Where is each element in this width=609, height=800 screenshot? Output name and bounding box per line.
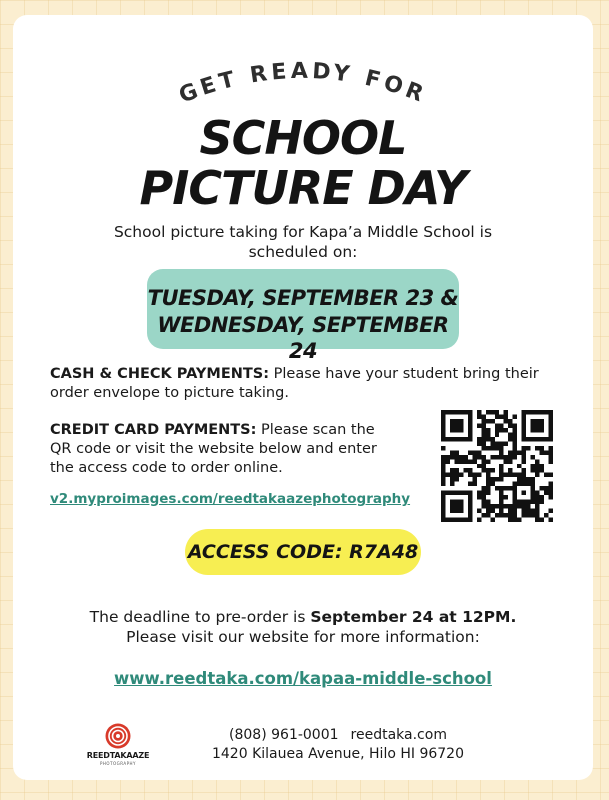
qr-code-icon[interactable]	[441, 410, 553, 522]
title-line-2: PICTURE DAY	[139, 161, 467, 215]
access-code-text: ACCESS CODE: R7A48	[187, 541, 419, 563]
date-line-1: TUESDAY, SEPTEMBER 23 &	[147, 286, 459, 310]
deadline-text: The deadline to pre-order is September 24 at 12PM. Please visit our website for more information:	[89, 608, 517, 646]
order-website-link[interactable]: v2.myproimages.com/reedtakaazephotography	[50, 491, 411, 507]
cash-payment-paragraph	[50, 365, 560, 403]
credit-payment-paragraph	[50, 421, 395, 478]
address: 1420 Kilauea Avenue, Hilo HI 96720	[211, 746, 464, 762]
intro-text: School picture taking for Kapa’a Middle School is scheduled on:	[113, 223, 493, 261]
school-info-link[interactable]: www.reedtaka.com/kapaa-middle-school	[114, 669, 492, 688]
logo-subtitle: PHOTOGRAPHY	[100, 761, 136, 766]
deadline-date: September 24 at 12PM.	[310, 608, 517, 626]
credit-payment-label: CREDIT CARD PAYMENTS:	[50, 422, 257, 438]
flyer-card	[13, 15, 593, 780]
cash-payment-label: CASH & CHECK PAYMENTS:	[50, 366, 270, 382]
footer-website: reedtaka.com	[350, 727, 447, 743]
camera-lens-logo-icon	[105, 723, 131, 749]
cash-payment-text: Please have your student bring their order envelope to picture taking.	[50, 366, 539, 401]
phone-number: (808) 961-0001	[229, 727, 339, 743]
brand-logo	[83, 723, 153, 773]
credit-payment-text: Please scan the QR code or visit the website below and enter the access code to order online.	[50, 422, 377, 476]
logo-name: REEDTAKAAZE	[86, 751, 150, 760]
access-code-box	[185, 529, 421, 575]
date-line-2: WEDNESDAY, SEPTEMBER 24	[157, 313, 449, 363]
title-line-1: SCHOOL	[199, 111, 407, 165]
date-highlight-box	[147, 269, 459, 363]
contact-info	[198, 726, 478, 764]
kicker-text: GET READY FOR	[175, 58, 431, 109]
